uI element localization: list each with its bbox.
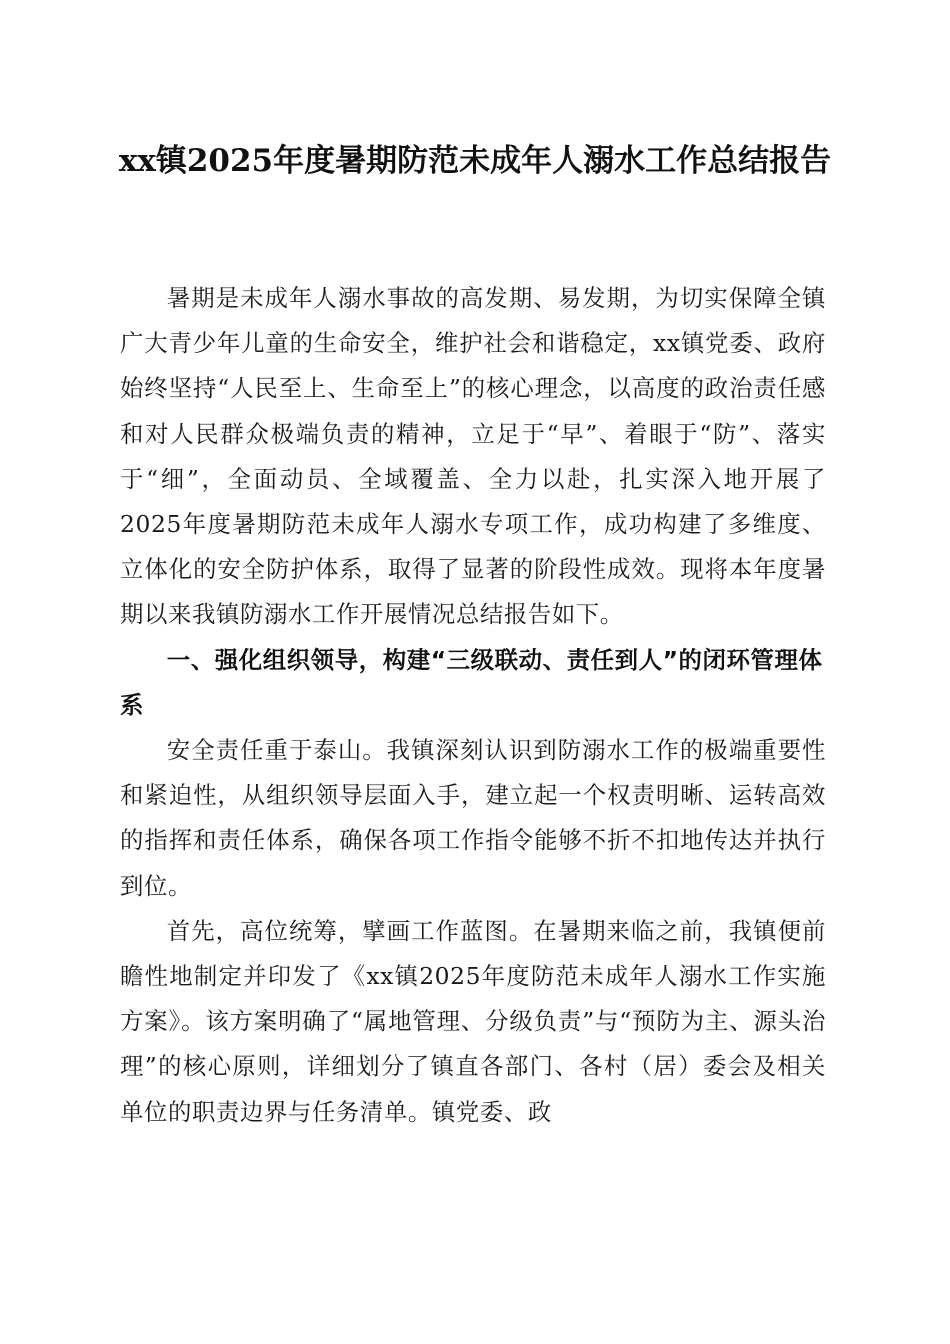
intro-paragraph: 暑期是未成年人溺水事故的高发期、易发期，为切实保障全镇广大青少年儿童的生命安全，维护社会和谐稳定，xx镇党委、政府始终坚持“人民至上、生命至上”的核心理念，以高度的政治责任感和对人民群众极端负责的精神，立足于“早”、着眼于“防”、落实于“细”，全面动员、全域覆盖、全力以赴，扎实深入地开展了2025年度暑期防范未成年人溺水专项工作，成功构建了多维度、立体化的安全防护体系，取得了显著的阶段性成效。现将本年度暑期以来我镇防溺水工作开展情况总结报告如下。 [120,284,826,629]
section1-paragraph-2: 首先，高位统筹，擘画工作蓝图。在暑期来临之前，我镇便前瞻性地制定并印发了《xx镇2025年度防范未成年人溺水工作实施方案》。该方案明确了“属地管理、分级负责”与“预防为主、源头治理”的核心原则，详细划分了镇直各部门、各村（居）委会及相关单位的职责边界与任务清单。镇党委、政 [120,916,826,1126]
document-title: xx镇2025年度暑期防范未成年人溺水工作总结报告 [118,143,832,179]
document-body [120,276,826,1135]
section1-paragraph-1: 安全责任重于泰山。我镇深刻认识到防溺水工作的极端重要性和紧迫性，从组织领导层面入手，建立起一个权责明晰、运转高效的指挥和责任体系，确保各项工作指令能够不折不扣地传达并执行到位。 [120,736,826,900]
section-heading-1: 一、强化组织领导，构建“三级联动、责任到人”的闭环管理体系 [120,645,823,719]
